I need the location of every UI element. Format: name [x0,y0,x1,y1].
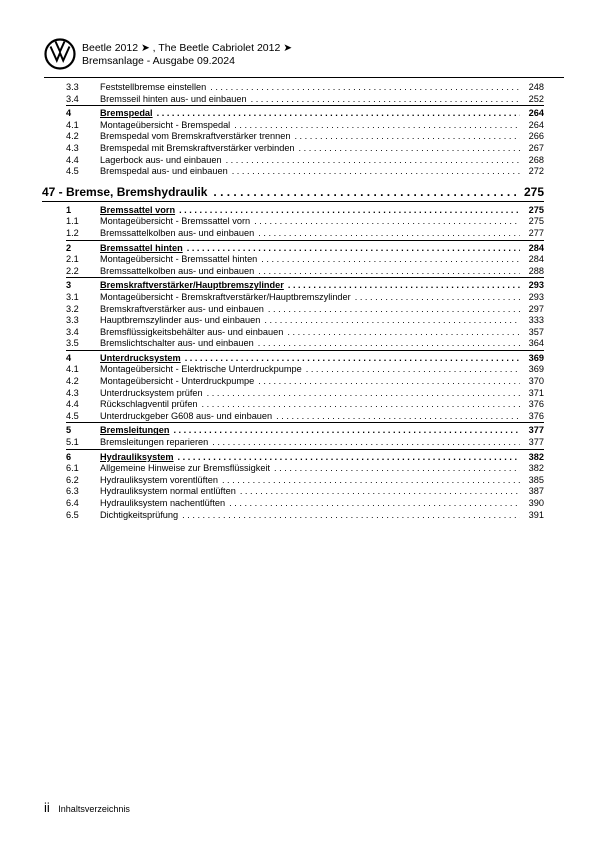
toc-title: Bremspedal vom Bremskraftverstärker trennen [100,131,291,142]
toc-group-row[interactable] [66,108,544,120]
footer-page-number: ii [44,800,50,815]
toc-number: 2.1 [66,254,79,265]
dot-leader [226,155,520,167]
toc-page: 369 [528,352,544,363]
dot-leader [258,338,520,350]
toc-title: Bremslichtschalter aus- und einbauen [100,338,254,349]
toc-group-row[interactable] [66,243,544,255]
dot-leader [232,166,520,178]
chapter-page: 275 [523,184,544,199]
dot-leader [179,205,520,217]
dot-leader [212,437,520,449]
toc-title: Bremssattelkolben aus- und einbauen [100,265,255,276]
dot-leader [268,304,520,316]
toc-page: 387 [528,486,544,497]
toc-title: Hydrauliksystem vorentlüften [100,474,218,485]
toc-section-top [66,82,544,178]
toc-row[interactable] [66,216,544,228]
toc-page: 385 [528,474,544,485]
dot-leader [173,425,520,437]
toc-title: Unterdruckgeber G608 aus- und einbauen [100,410,273,421]
toc-page: 382 [528,451,544,462]
toc-page: 371 [528,387,544,398]
toc-title: Lagerbock aus- und einbauen [100,154,222,165]
dot-leader [287,327,520,339]
toc-row[interactable] [66,437,544,450]
toc-title: Bremsflüssigkeitsbehälter aus- und einbauen [100,326,284,337]
toc-number: 4.5 [66,166,79,177]
dot-leader [187,243,520,255]
toc-row[interactable] [66,143,544,155]
toc-title: Hydrauliksystem nachentlüften [100,498,226,508]
dot-leader [202,399,520,411]
dot-leader [207,388,520,400]
toc-number: 4.1 [66,119,79,130]
toc-title: Montageübersicht - Elektrische Unterdruckpumpe [100,364,302,375]
toc-row[interactable] [66,510,544,522]
toc-number: 3.1 [66,291,79,302]
toc-page: 364 [528,338,544,349]
header-text [82,42,292,68]
toc-group-row[interactable] [66,425,544,437]
toc-number: 6.4 [66,498,79,508]
toc-number: 6.2 [66,474,79,485]
toc-page: 277 [528,227,544,238]
dot-leader [258,228,520,240]
dot-leader [222,475,520,487]
toc-title: Unterdrucksystem prüfen [100,387,203,398]
toc-title: Bremssattelkolben aus- und einbauen [100,227,255,238]
toc-page: 376 [528,410,544,421]
dot-leader [264,315,520,327]
toc-row[interactable] [66,94,544,107]
dot-leader [254,216,520,228]
dot-leader [258,266,520,278]
toc-number: 6 [66,451,72,462]
toc-row[interactable] [66,266,544,279]
toc-page: 390 [528,498,544,508]
toc-number: 3.2 [66,303,79,314]
toc-page: 248 [528,82,544,92]
page-header [44,38,564,78]
toc-title: Montageübersicht - Bremssattel hinten [100,254,258,265]
toc-page: 377 [528,437,544,448]
toc-title: Bremssattel vorn [100,204,176,215]
toc-title: Bremsleitungen reparieren [100,437,209,448]
toc-page: 288 [528,265,544,276]
dot-leader [294,131,520,143]
toc-page: 382 [528,463,544,474]
toc-title: Allgemeine Hinweise zur Bremsflüssigkeit [100,463,271,474]
toc-number: 4.1 [66,364,79,375]
toc-number: 3.5 [66,338,79,349]
toc-page: 376 [528,399,544,410]
header-line-2: Bremsanlage - Ausgabe 09.2024 [82,55,235,67]
toc-group-row[interactable] [66,280,544,292]
toc-number: 4 [66,108,72,119]
toc-page: 268 [528,154,544,165]
toc-row[interactable] [66,327,544,339]
toc-number: 4.3 [66,142,79,153]
toc-number: 3.3 [66,82,79,92]
dot-leader [258,376,520,388]
toc-number: 2.2 [66,265,79,276]
toc-number: 4.2 [66,131,79,142]
toc-title: Montageübersicht - Bremskraftverstärker/Hauptbremszylinder [100,291,351,302]
toc-page: 264 [528,108,544,119]
toc-page: 293 [528,291,544,302]
toc-page: 293 [528,280,544,291]
toc-number: 3 [66,280,72,291]
footer-label: Inhaltsverzeichnis [58,804,130,814]
toc-number: 5.1 [66,437,79,448]
toc-row[interactable] [66,304,544,316]
toc-title: Bremsleitungen [100,425,170,436]
chapter-heading[interactable] [42,184,544,202]
chapter-title: 47 - Bremse, Bremshydraulik [42,184,208,199]
toc-row[interactable] [66,254,544,266]
toc-row[interactable] [66,463,544,475]
toc-page: 284 [528,254,544,265]
vw-logo [44,38,76,70]
toc-page: 370 [528,376,544,387]
toc-number: 1 [66,204,72,215]
toc-number: 3.4 [66,326,79,337]
toc-title: Bremssattel hinten [100,242,183,253]
toc-number: 4.4 [66,399,79,410]
toc-title: Hydrauliksystem normal entlüften [100,486,236,497]
dot-leader [157,108,520,120]
dot-leader [288,280,520,292]
toc-row[interactable] [66,228,544,241]
dot-leader [178,452,520,464]
toc-row[interactable] [66,399,544,411]
toc-row[interactable] [66,166,544,178]
dot-leader [261,254,520,266]
toc-number: 5 [66,425,72,436]
toc-number: 4.3 [66,387,79,398]
toc-title: Rückschlagventil prüfen [100,399,198,410]
dot-leader [210,82,520,94]
toc-title: Bremspedal aus- und einbauen [100,166,228,177]
toc-page: 264 [528,119,544,130]
toc-page: 369 [528,364,544,375]
toc-row[interactable] [66,498,544,510]
toc-row[interactable] [66,120,544,132]
toc-group-row[interactable] [66,452,544,464]
toc-number: 6.1 [66,463,79,474]
toc-number: 3.3 [66,315,79,326]
toc-page: 272 [528,166,544,177]
dot-leader [182,510,520,522]
dot-leader [251,94,520,106]
toc-page: 357 [528,326,544,337]
toc-title: Unterdrucksystem [100,352,181,363]
toc-row[interactable] [66,315,544,327]
toc-number: 6.3 [66,486,79,497]
toc-title: Bremsseil hinten aus- und einbauen [100,93,247,104]
dot-leader [229,498,520,510]
toc-row[interactable] [66,82,544,94]
toc-title: Bremskraftverstärker aus- und einbauen [100,303,264,314]
toc-title: Montageübersicht - Bremssattel vorn [100,216,251,227]
toc-title: Montageübersicht - Unterdruckpumpe [100,376,255,387]
toc-row[interactable] [66,364,544,376]
toc-number: 4.4 [66,154,79,165]
toc-title: Dichtigkeitsprüfung [100,509,179,520]
header-divider [44,77,564,78]
toc-group-row[interactable] [66,353,544,365]
toc-page: 275 [528,204,544,215]
toc-title: Montageübersicht - Bremspedal [100,119,231,130]
toc-row[interactable] [66,475,544,487]
dot-leader [299,143,520,155]
toc-title: Bremskraftverstärker/Hauptbremszylinder [100,280,284,291]
header-line-1: Beetle 2012 ➤ , The Beetle Cabriolet 2012 ➤ [82,42,293,54]
toc-number: 1.1 [66,216,79,227]
dot-leader [234,120,520,132]
table-of-contents [42,82,544,521]
toc-number: 2 [66,242,72,253]
toc-row[interactable] [66,376,544,388]
toc-title: Hauptbremszylinder aus- und einbauen [100,315,261,326]
toc-section-bottom [66,205,544,521]
dot-leader [213,184,518,201]
toc-page: 266 [528,131,544,142]
dot-leader [276,411,520,423]
toc-page: 391 [528,509,544,520]
toc-title: Hydrauliksystem [100,451,174,462]
page-footer [44,800,130,815]
dot-leader [355,292,520,304]
toc-row[interactable] [66,411,544,424]
dot-leader [274,463,520,475]
toc-row[interactable] [66,131,544,143]
toc-number: 4 [66,352,72,363]
toc-number: 3.4 [66,93,79,104]
toc-row[interactable] [66,292,544,304]
toc-title: Bremspedal [100,108,153,119]
toc-group-row[interactable] [66,205,544,217]
dot-leader [306,364,520,376]
toc-page: 275 [528,216,544,227]
toc-page: 284 [528,242,544,253]
toc-page: 267 [528,142,544,153]
toc-page: 252 [528,93,544,104]
dot-leader [185,353,520,365]
toc-number: 4.5 [66,410,79,421]
toc-number: 1.2 [66,227,79,238]
toc-row[interactable] [66,486,544,498]
toc-row[interactable] [66,338,544,351]
toc-page: 333 [528,315,544,326]
toc-title: Bremspedal mit Bremskraftverstärker verbinden [100,142,295,153]
toc-row[interactable] [66,155,544,167]
toc-number: 4.2 [66,376,79,387]
dot-leader [240,486,520,498]
toc-page: 377 [528,425,544,436]
toc-title: Feststellbremse einstellen [100,82,207,92]
toc-row[interactable] [66,388,544,400]
toc-page: 297 [528,303,544,314]
toc-number: 6.5 [66,509,79,520]
